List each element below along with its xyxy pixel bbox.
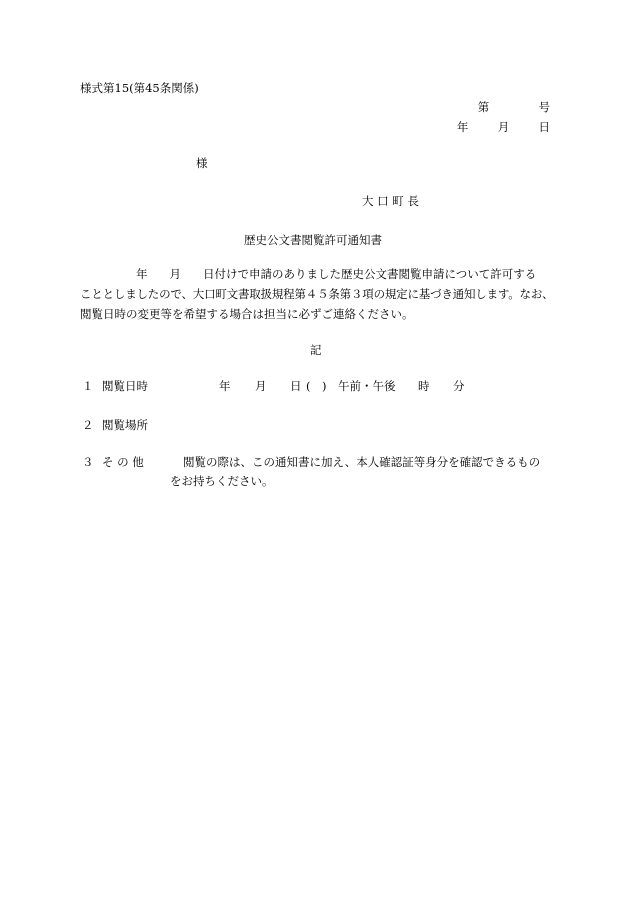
issue-year: 年 — [456, 120, 469, 134]
item-3-text-line-1: 閲覧の際は、この通知書に加え、本人確認証等身分を確認できるもの — [183, 455, 541, 469]
body-month: 月 — [169, 267, 181, 281]
addressee-honorific: 様 — [196, 156, 208, 170]
item-1-label: 閲覧日時 — [102, 379, 148, 393]
document-title: 歴史公文書閲覧許可通知書 — [244, 233, 382, 247]
item-2-label: 閲覧場所 — [102, 418, 148, 432]
body-line-1-text: 日付けで申請のありました歴史公文書閲覧申請について許可する — [203, 267, 537, 281]
item-1-minute: 分 — [453, 379, 465, 393]
item-1-number: １ — [82, 379, 94, 393]
document-number — [478, 100, 550, 114]
item-1-ampm: 午前・午後 — [338, 379, 396, 393]
issue-month: 月 — [497, 120, 510, 134]
item-2-number: ２ — [82, 418, 94, 432]
item-1-hour: 時 — [418, 379, 430, 393]
ki-heading: 記 — [310, 343, 322, 357]
body-line-3: 閲覧日時の変更等を希望する場合は担当に必ずご連絡ください。 — [80, 307, 414, 321]
issue-date — [457, 120, 550, 134]
item-1-year: 年 — [219, 379, 231, 393]
item-3-text-line-2: をお持ちください。 — [170, 474, 274, 488]
number-suffix: 号 — [538, 100, 550, 114]
form-id: 様式第15(第45条関係) — [80, 81, 199, 95]
body-year: 年 — [136, 267, 148, 281]
issuer-name: 大 口 町 長 — [362, 194, 419, 208]
body-line-2: こととしましたので、大口町文書取扱規程第４５条第３項の規定に基づき通知します。なお、 — [80, 287, 554, 301]
body-paragraph — [80, 264, 555, 324]
number-prefix: 第 — [477, 100, 490, 114]
item-3-label: そ の 他 — [102, 455, 144, 469]
body-line-1 — [80, 264, 555, 284]
item-1-weekday-paren: ( ) — [306, 379, 327, 393]
issue-day: 日 — [538, 120, 550, 134]
item-3-number: ３ — [82, 455, 94, 469]
item-1-month: 月 — [255, 379, 267, 393]
item-1-day: 日 — [290, 379, 302, 393]
